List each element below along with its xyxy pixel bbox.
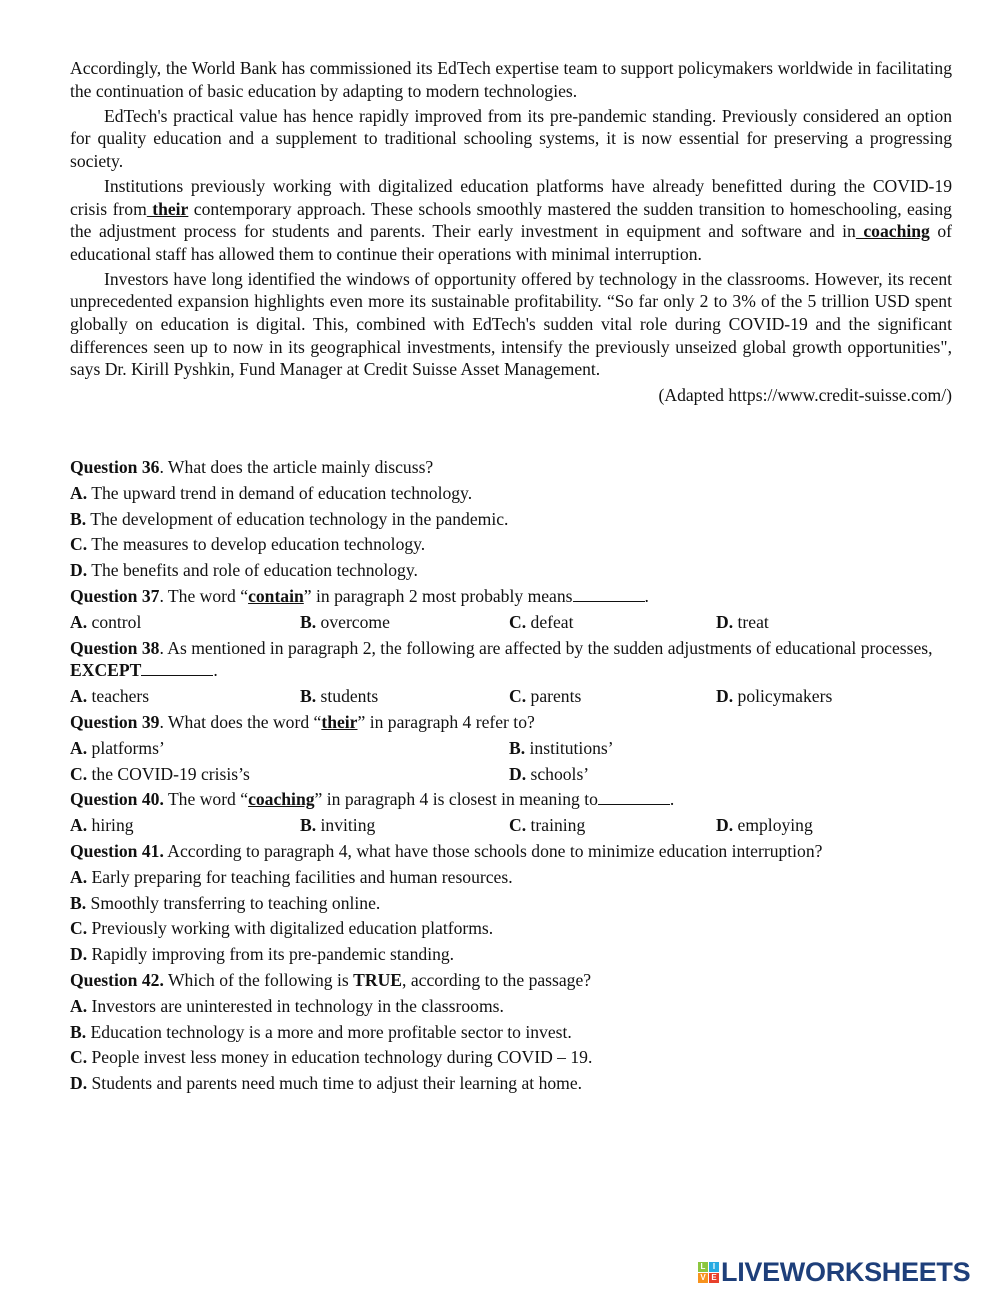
answer-option[interactable] bbox=[70, 763, 509, 786]
option-letter: C. bbox=[70, 918, 88, 939]
option-letter: C. bbox=[509, 611, 527, 632]
underlined-word: contain bbox=[248, 585, 304, 606]
option-text: The upward trend in demand of education technology. bbox=[91, 482, 473, 503]
answer-blank[interactable] bbox=[598, 790, 670, 805]
option-letter: D. bbox=[716, 815, 734, 836]
question-text: ” in paragraph 4 refer to? bbox=[357, 711, 535, 732]
option-text: The benefits and role of education technology. bbox=[91, 560, 418, 581]
option-text: teachers bbox=[91, 686, 150, 707]
options-row bbox=[70, 734, 952, 760]
option-text: Education technology is a more and more profitable sector to invest. bbox=[90, 1021, 572, 1042]
option-letter: D. bbox=[70, 944, 88, 965]
option-text: control bbox=[91, 611, 142, 632]
question-stem bbox=[70, 453, 952, 479]
option-letter: D. bbox=[716, 611, 734, 632]
option-letter: D. bbox=[716, 686, 734, 707]
question-text: . What does the word “ bbox=[159, 711, 322, 732]
question-text: Question 41. bbox=[70, 840, 164, 861]
answer-option[interactable] bbox=[300, 685, 509, 708]
question-text: Question 36 bbox=[70, 457, 160, 477]
option-letter: B. bbox=[70, 1021, 87, 1042]
options-row bbox=[70, 992, 952, 1018]
answer-option[interactable] bbox=[509, 814, 716, 837]
option-letter: C. bbox=[509, 815, 527, 836]
answer-option[interactable] bbox=[509, 611, 716, 634]
question-text: TRUE bbox=[353, 969, 403, 990]
option-text: schools’ bbox=[530, 763, 590, 784]
question-text: ” in paragraph 2 most probably means bbox=[303, 585, 573, 606]
option-letter: D. bbox=[509, 763, 527, 784]
logo-tile: E bbox=[709, 1273, 719, 1283]
question-text: . bbox=[213, 660, 218, 681]
logo-tile: L bbox=[698, 1262, 708, 1272]
answer-option[interactable] bbox=[716, 814, 813, 837]
options-row bbox=[70, 811, 952, 837]
text: contemporary approach. These schools smoothly mastered the sudden transition to homeschooling, easing the adjustment process for students and parents. Their early investment in equipment and software and in bbox=[70, 198, 952, 242]
answer-option[interactable] bbox=[70, 814, 300, 837]
option-letter: A. bbox=[70, 866, 88, 887]
answer-option[interactable] bbox=[70, 737, 509, 760]
option-letter: B. bbox=[70, 508, 87, 529]
question-text: EXCEPT bbox=[70, 660, 142, 681]
option-text: Students and parents need much time to adjust their learning at home. bbox=[91, 1073, 583, 1094]
answer-option[interactable] bbox=[70, 1072, 582, 1095]
question-text: . The word “ bbox=[159, 585, 249, 606]
option-text: parents bbox=[530, 686, 582, 707]
option-letter: A. bbox=[70, 995, 88, 1016]
question-stem bbox=[70, 634, 952, 683]
answer-option[interactable] bbox=[70, 917, 493, 940]
options-row bbox=[70, 863, 952, 889]
options-row bbox=[70, 940, 952, 966]
answer-option[interactable] bbox=[70, 892, 380, 915]
option-text: overcome bbox=[320, 611, 390, 632]
question-text: Which of the following is bbox=[163, 969, 354, 990]
option-text: the COVID-19 crisis’s bbox=[91, 763, 250, 784]
option-letter: C. bbox=[509, 686, 527, 707]
question-stem bbox=[70, 708, 952, 734]
source-citation: (Adapted https://www.credit-suisse.com/) bbox=[658, 384, 952, 405]
option-text: inviting bbox=[320, 815, 376, 836]
logo-tiles-icon bbox=[698, 1262, 719, 1283]
answer-option[interactable] bbox=[70, 508, 508, 531]
option-letter: C. bbox=[70, 763, 88, 784]
underlined-word: their bbox=[321, 711, 358, 732]
option-letter: D. bbox=[70, 560, 88, 581]
answer-option[interactable] bbox=[70, 559, 418, 582]
question-text: . What does the article mainly discuss? bbox=[159, 457, 434, 477]
options-row bbox=[70, 479, 952, 505]
option-letter: A. bbox=[70, 482, 88, 503]
answer-option[interactable] bbox=[70, 482, 472, 505]
option-letter: D. bbox=[70, 1073, 88, 1094]
underlined-word-coaching: coaching bbox=[855, 221, 930, 242]
options-row bbox=[70, 1069, 952, 1095]
option-text: policymakers bbox=[737, 686, 833, 707]
options-row bbox=[70, 1018, 952, 1044]
options-row bbox=[70, 682, 952, 708]
option-letter: B. bbox=[300, 611, 317, 632]
options-row bbox=[70, 889, 952, 915]
options-row bbox=[70, 608, 952, 634]
question-text: Question 40. bbox=[70, 789, 164, 810]
option-text: Investors are uninterested in technology in the classrooms. bbox=[91, 995, 504, 1016]
question-text: According to paragraph 4, what have those schools done to minimize education interruption? bbox=[163, 840, 823, 861]
option-text: The measures to develop education technology. bbox=[91, 534, 426, 555]
option-letter: B. bbox=[300, 686, 317, 707]
options-row bbox=[70, 760, 952, 786]
options-row bbox=[70, 914, 952, 940]
option-text: students bbox=[320, 686, 379, 707]
option-letter: C. bbox=[70, 534, 88, 555]
text: Institutions previously working with digitalized education platforms have already benefitted during the COVID-19 crisis from bbox=[70, 175, 952, 219]
question-stem bbox=[70, 785, 952, 811]
option-text: Early preparing for teaching facilities and human resources. bbox=[91, 866, 513, 887]
answer-option[interactable] bbox=[70, 1021, 572, 1044]
reading-passage bbox=[70, 57, 952, 406]
question-text: Question 37 bbox=[70, 585, 160, 606]
underlined-word-their: their bbox=[146, 198, 189, 219]
question-text: Question 42. bbox=[70, 969, 164, 990]
option-letter: A. bbox=[70, 611, 88, 632]
answer-blank[interactable] bbox=[141, 661, 213, 676]
questions-section bbox=[70, 453, 952, 1095]
underlined-word: coaching bbox=[248, 789, 315, 810]
question-text: ” in paragraph 4 is closest in meaning to bbox=[314, 789, 598, 810]
question-text: , according to the passage? bbox=[402, 969, 592, 990]
option-letter: B. bbox=[509, 737, 526, 758]
answer-option[interactable] bbox=[70, 1046, 592, 1069]
logo-tile: V bbox=[698, 1273, 708, 1283]
option-text: Previously working with digitalized education platforms. bbox=[91, 918, 494, 939]
answer-option[interactable] bbox=[70, 685, 300, 708]
option-text: platforms’ bbox=[91, 737, 165, 758]
option-text: Smoothly transferring to teaching online. bbox=[90, 892, 381, 913]
answer-option[interactable] bbox=[70, 995, 504, 1018]
logo-tile: I bbox=[709, 1262, 719, 1272]
answer-option[interactable] bbox=[509, 737, 614, 760]
answer-blank[interactable] bbox=[573, 587, 645, 602]
option-letter: B. bbox=[70, 892, 87, 913]
answer-option[interactable] bbox=[70, 866, 513, 889]
passage-paragraph: Accordingly, the World Bank has commissioned its EdTech expertise team to support policymakers worldwide in facilitating the continuation of basic education by adapting to modern technologies. bbox=[70, 58, 952, 101]
answer-option[interactable] bbox=[509, 763, 589, 786]
passage-paragraph: EdTech's practical value has hence rapidly improved from its pre-pandemic standing. Previously considered an option for quality education and a supplement to traditional schooling systems, it is now essential for preserving a progressing society. bbox=[70, 105, 952, 171]
option-letter: A. bbox=[70, 815, 88, 836]
logo-text: LIVEWORKSHEETS bbox=[721, 1257, 971, 1287]
option-letter: C. bbox=[70, 1047, 88, 1068]
option-text: People invest less money in education technology during COVID – 19. bbox=[91, 1047, 593, 1068]
question-stem bbox=[70, 837, 952, 863]
passage-paragraph bbox=[70, 175, 952, 265]
text: of educational staff has allowed them to continue their operations with minimal interruption. bbox=[70, 221, 952, 264]
answer-option[interactable] bbox=[70, 943, 454, 966]
question-stem bbox=[70, 966, 952, 992]
liveworksheets-logo bbox=[698, 1257, 970, 1288]
question-text: . As mentioned in paragraph 2, the following are affected by the sudden adjustments of educational processes, bbox=[159, 637, 933, 658]
answer-option[interactable] bbox=[300, 814, 509, 837]
option-text: treat bbox=[737, 611, 769, 632]
option-text: hiring bbox=[91, 815, 134, 836]
answer-option[interactable] bbox=[300, 611, 509, 634]
option-text: The development of education technology in the pandemic. bbox=[90, 508, 509, 529]
question-text: Question 38 bbox=[70, 637, 160, 658]
question-text: Question 39 bbox=[70, 711, 160, 732]
options-row bbox=[70, 505, 952, 531]
options-row bbox=[70, 556, 952, 582]
answer-option[interactable] bbox=[509, 685, 716, 708]
answer-option[interactable] bbox=[70, 533, 425, 556]
answer-option[interactable] bbox=[70, 611, 300, 634]
options-row bbox=[70, 530, 952, 556]
options-row bbox=[70, 1043, 952, 1069]
option-text: Rapidly improving from its pre-pandemic standing. bbox=[91, 944, 455, 965]
passage-paragraph: Investors have long identified the windows of opportunity offered by technology in the classrooms. However, its recent unprecedented expansion highlights even more its sustainable profitability. “So far only 2 to 3% of the 5 trillion USD spent globally on education is digital. This, combined with EdTech's sudden vital role during COVID-19 and the significant differences seen up to now in its geographical investments, intensify the previously unseized global growth opportunities", says Dr. Kirill Pyshkin, Fund Manager at Credit Suisse Asset Management. bbox=[70, 268, 952, 380]
question-stem bbox=[70, 582, 952, 608]
question-text: . bbox=[644, 585, 649, 606]
option-letter: A. bbox=[70, 737, 88, 758]
answer-option[interactable] bbox=[716, 685, 832, 708]
answer-option[interactable] bbox=[716, 611, 769, 634]
option-letter: B. bbox=[300, 815, 317, 836]
option-text: defeat bbox=[530, 611, 574, 632]
question-text: . bbox=[669, 789, 675, 810]
option-letter: A. bbox=[70, 686, 88, 707]
option-text: employing bbox=[737, 815, 813, 836]
option-text: training bbox=[530, 815, 586, 836]
option-text: institutions’ bbox=[529, 737, 614, 758]
question-text: The word “ bbox=[163, 789, 249, 810]
